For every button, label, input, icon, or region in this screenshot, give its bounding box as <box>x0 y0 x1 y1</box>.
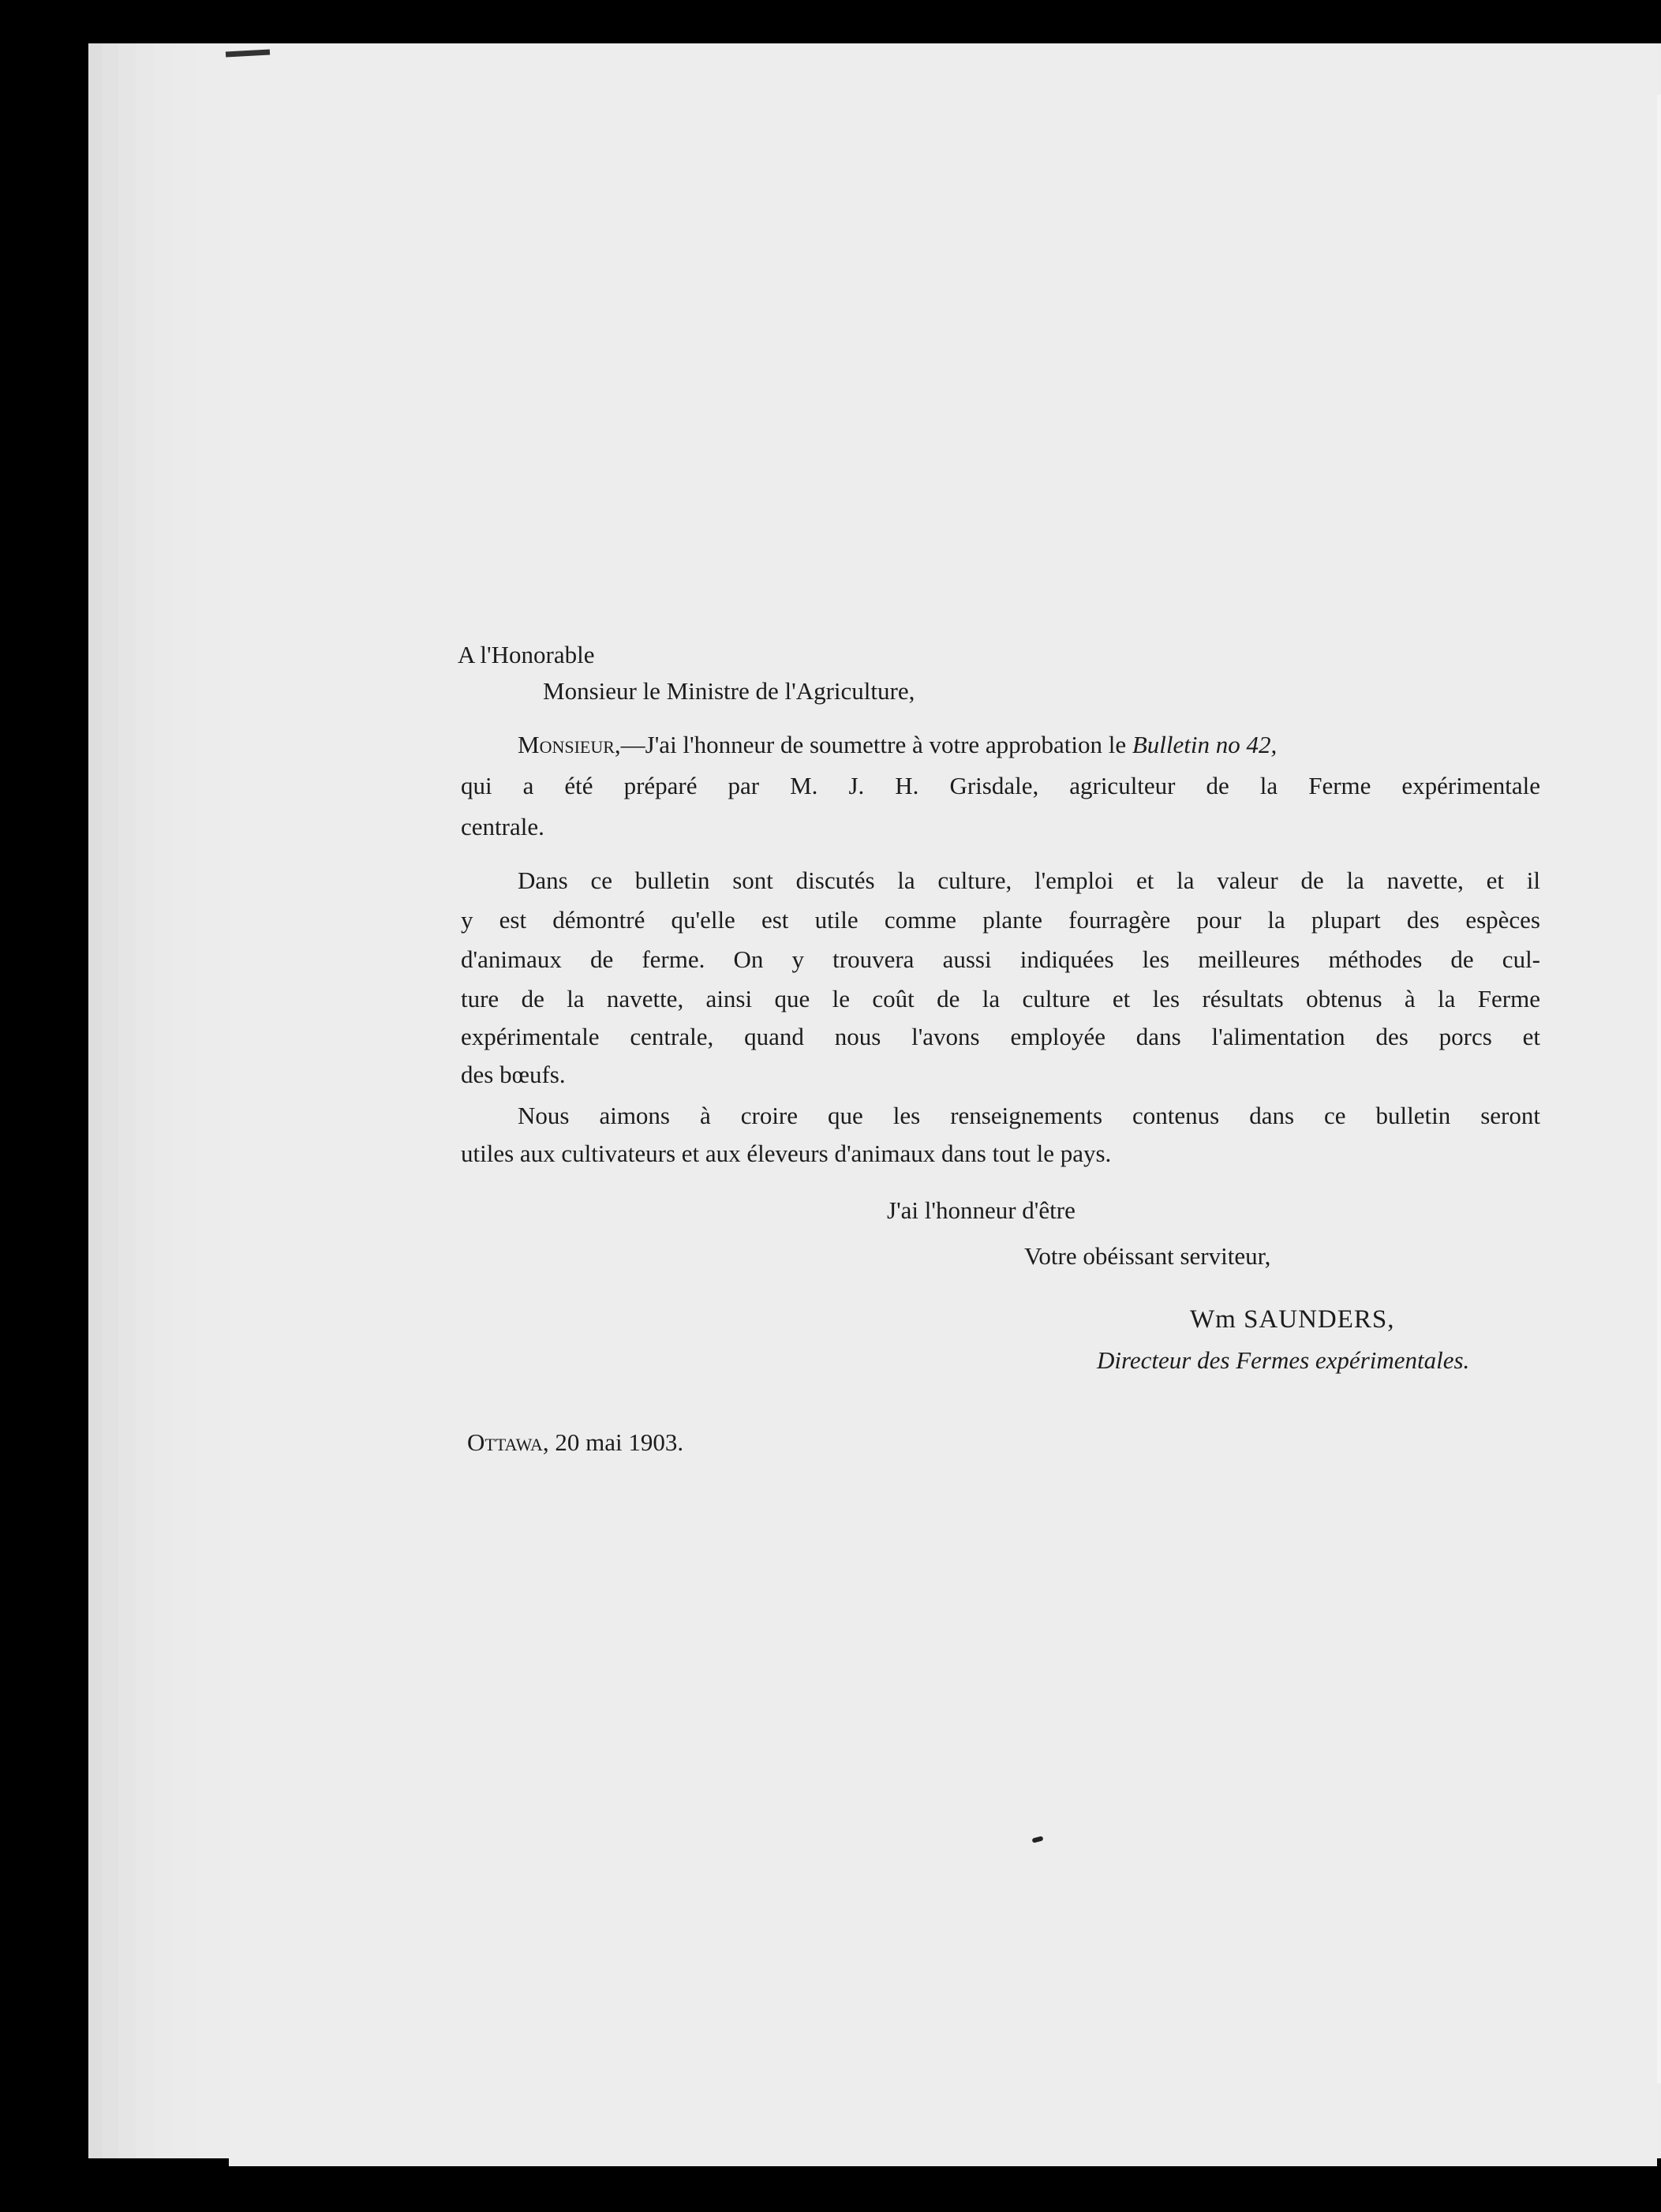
page-right-edge <box>1657 95 1661 2083</box>
paragraph-3-line-1: Nous aimons à croire que les renseignements contenus dans ce bulletin seront <box>518 1102 1540 1129</box>
paragraph-2-line-6: des bœufs. <box>461 1061 566 1088</box>
address-line-1: A l'Honorable <box>458 641 595 668</box>
place-date <box>467 1430 683 1454</box>
paragraph-2-line-2: y est démontré qu'elle est utile comme plante fourragère pour la plupart des espèces <box>461 906 1540 934</box>
signature-name: Wm SAUNDERS, <box>1190 1305 1395 1334</box>
address-line-2: Monsieur le Ministre de l'Agriculture, <box>543 677 915 705</box>
signature-title: Directeur des Fermes expérimentales. <box>1097 1346 1470 1374</box>
bulletin-reference: Bulletin no 42, <box>1132 731 1278 758</box>
paragraph-2-line-5: expérimentale centrale, quand nous l'avons employée dans l'alimentation des porcs et <box>461 1023 1540 1050</box>
date: 20 mai 1903. <box>555 1428 684 1456</box>
paragraph-2-line-3: d'animaux de ferme. On y trouvera aussi indiquées les meilleures méthodes de cul- <box>461 945 1540 973</box>
closing-line-1: J'ai l'honneur d'être <box>887 1196 1076 1224</box>
paragraph-2-line-4: ture de la navette, ainsi que le coût de la culture et les résultats obtenus à la Ferme <box>461 985 1540 1012</box>
place: Ottawa, <box>467 1428 549 1456</box>
salutation: Monsieur, <box>518 731 621 758</box>
closing-line-2: Votre obéissant serviteur, <box>1024 1242 1271 1270</box>
paragraph-3-line-2: utiles aux cultivateurs et aux éleveurs d'animaux dans tout le pays. <box>461 1140 1112 1167</box>
paragraph-1-line-2: qui a été préparé par M. J. H. Grisdale, agriculteur de la Ferme expérimentale <box>461 772 1540 799</box>
paragraph-1-text: —J'ai l'honneur de soumettre à votre approbation le <box>620 731 1132 758</box>
paragraph-2-line-1: Dans ce bulletin sont discutés la culture, l'emploi et la valeur de la navette, et il <box>518 866 1540 894</box>
paragraph-1-line-1 <box>518 732 1277 757</box>
paragraph-1-line-3: centrale. <box>461 813 544 840</box>
